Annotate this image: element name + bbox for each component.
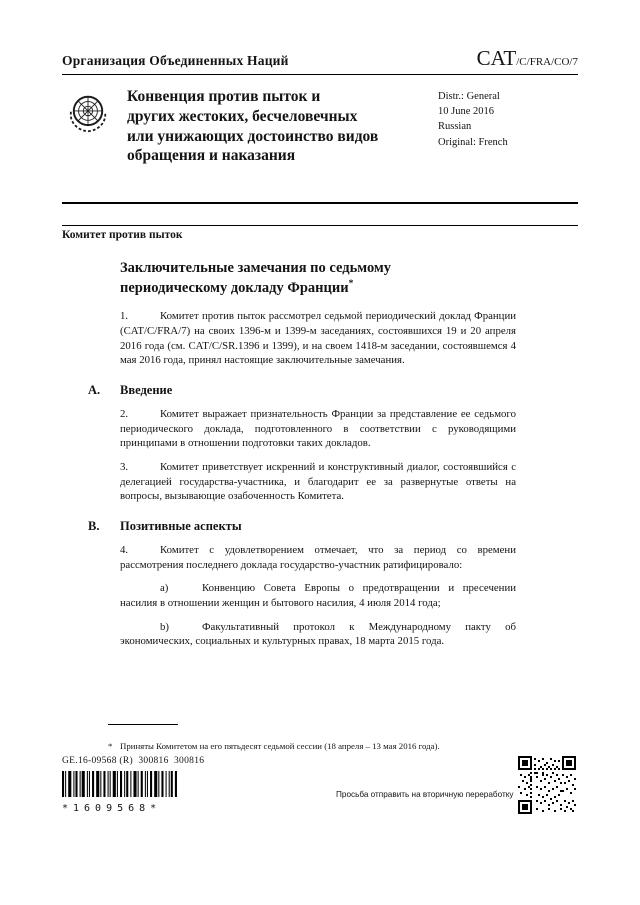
convention-title-line: обращения и наказания [127,147,296,165]
qr-code-icon [518,756,576,819]
barcode-icon [62,771,178,797]
masthead [62,87,578,166]
committee-name: Комитет против пыток [62,229,183,242]
ge-number: GE.16-09568 (R) 300816 300816 [62,756,205,766]
paragraph-text: Комитет против пыток рассмотрел седьмой периодический доклад Франции (CAT/C/FRA/7) на своих 1396-м и 1399-м заседаниях, состоявшихся 19 и 20 апреля 2016 года (см. CAT/C/SR.1396 и 1399), и на своем 1418-м заседании, состоявшемся 4 мая 2016 года, принял настоящие заключительные замечания. [120,310,516,367]
paragraph-4 [120,543,516,572]
footnote-text: Приняты Комитетом на его пятьдесят седьмой сессии (18 апреля – 13 мая 2016 года). [120,740,440,751]
footnote-rule [108,724,178,725]
paragraph-1 [120,309,516,368]
section-title: Введение [120,383,173,398]
footnote [108,741,548,751]
document-title-line: Заключительные замечания по седьмому [120,260,392,277]
convention-title-line: Конвенция против пыток и [127,88,321,105]
subparagraph-letter: а) [160,582,169,595]
distr-type: Distr.: General [438,91,500,102]
document-title [120,259,450,298]
paragraph-3 [120,460,516,504]
un-emblem-icon [62,87,114,166]
document-symbol-prefix: CAT [476,46,517,70]
subparagraph-a [120,581,516,610]
distr-language: Russian [438,121,472,133]
section-title: Позитивные аспекты [120,519,242,534]
document-body [88,259,516,649]
distribution-block [438,87,578,166]
document-title-line: периодическому докладу Франции [120,280,349,297]
footnote-reference: * [348,279,354,290]
paragraph-number: 1. [120,310,129,323]
section-heading-a [88,383,516,398]
paragraph-number: 2. [120,408,129,421]
convention-title-line: или унижающих достоинство видов [127,127,379,145]
paragraph-2 [120,407,516,451]
header-top-row [62,48,578,69]
subparagraph-b [120,620,516,649]
convention-title-line: других жестоких, бесчеловечных [127,107,358,125]
section-letter: A. [88,383,101,398]
paragraph-number: 4. [120,544,129,557]
committee-rule [62,225,578,226]
subparagraph-letter: b) [160,620,169,633]
document-symbol [477,48,578,69]
paragraph-text: Комитет приветствует искренний и конструктивный диалог, состоявшийся с делегацией государства-участника, и благодарит ее за развернутые ответы на вопросы, вызывающие озабоченность Комитета. [120,461,516,503]
paragraph-number: 3. [120,461,129,474]
masthead-rule [62,202,578,204]
section-heading-b [88,519,516,534]
distr-original: Original: French [438,136,508,148]
convention-title [127,87,427,166]
paragraph-text: Комитет с удовлетворением отмечает, что за период со времени рассмотрения последнего доклада государство-участник ратифицировало: [120,544,516,571]
footnote-marker: * [108,740,113,751]
header-rule [62,74,578,75]
barcode [62,771,180,814]
distr-date: 10 June 2016 [438,106,494,118]
recycle-text: Просьба отправить на вторичную переработку [336,789,514,799]
paragraph-text: Комитет выражает признательность Франции за представление ее седьмого периодического доклада, подготовленного в соответствии с руководящими принципами в отношении подготовки таких докладов. [120,408,516,450]
barcode-label: *1609568* [62,803,162,814]
org-name: Организация Объединенных Наций [62,53,289,68]
section-letter: B. [88,519,100,534]
document-symbol-suffix: /C/FRA/CO/7 [516,56,578,68]
subparagraph-text: Факультативный протокол к Международному пакту об экономических, социальных и культурных правах, 18 марта 2015 года. [120,620,516,648]
subparagraph-text: Конвенцию Совета Европы о предотвращении и пресечении насилия в отношении женщин и бытового насилия, 4 июля 2014 года; [120,582,516,610]
recycle-notice [336,786,535,802]
